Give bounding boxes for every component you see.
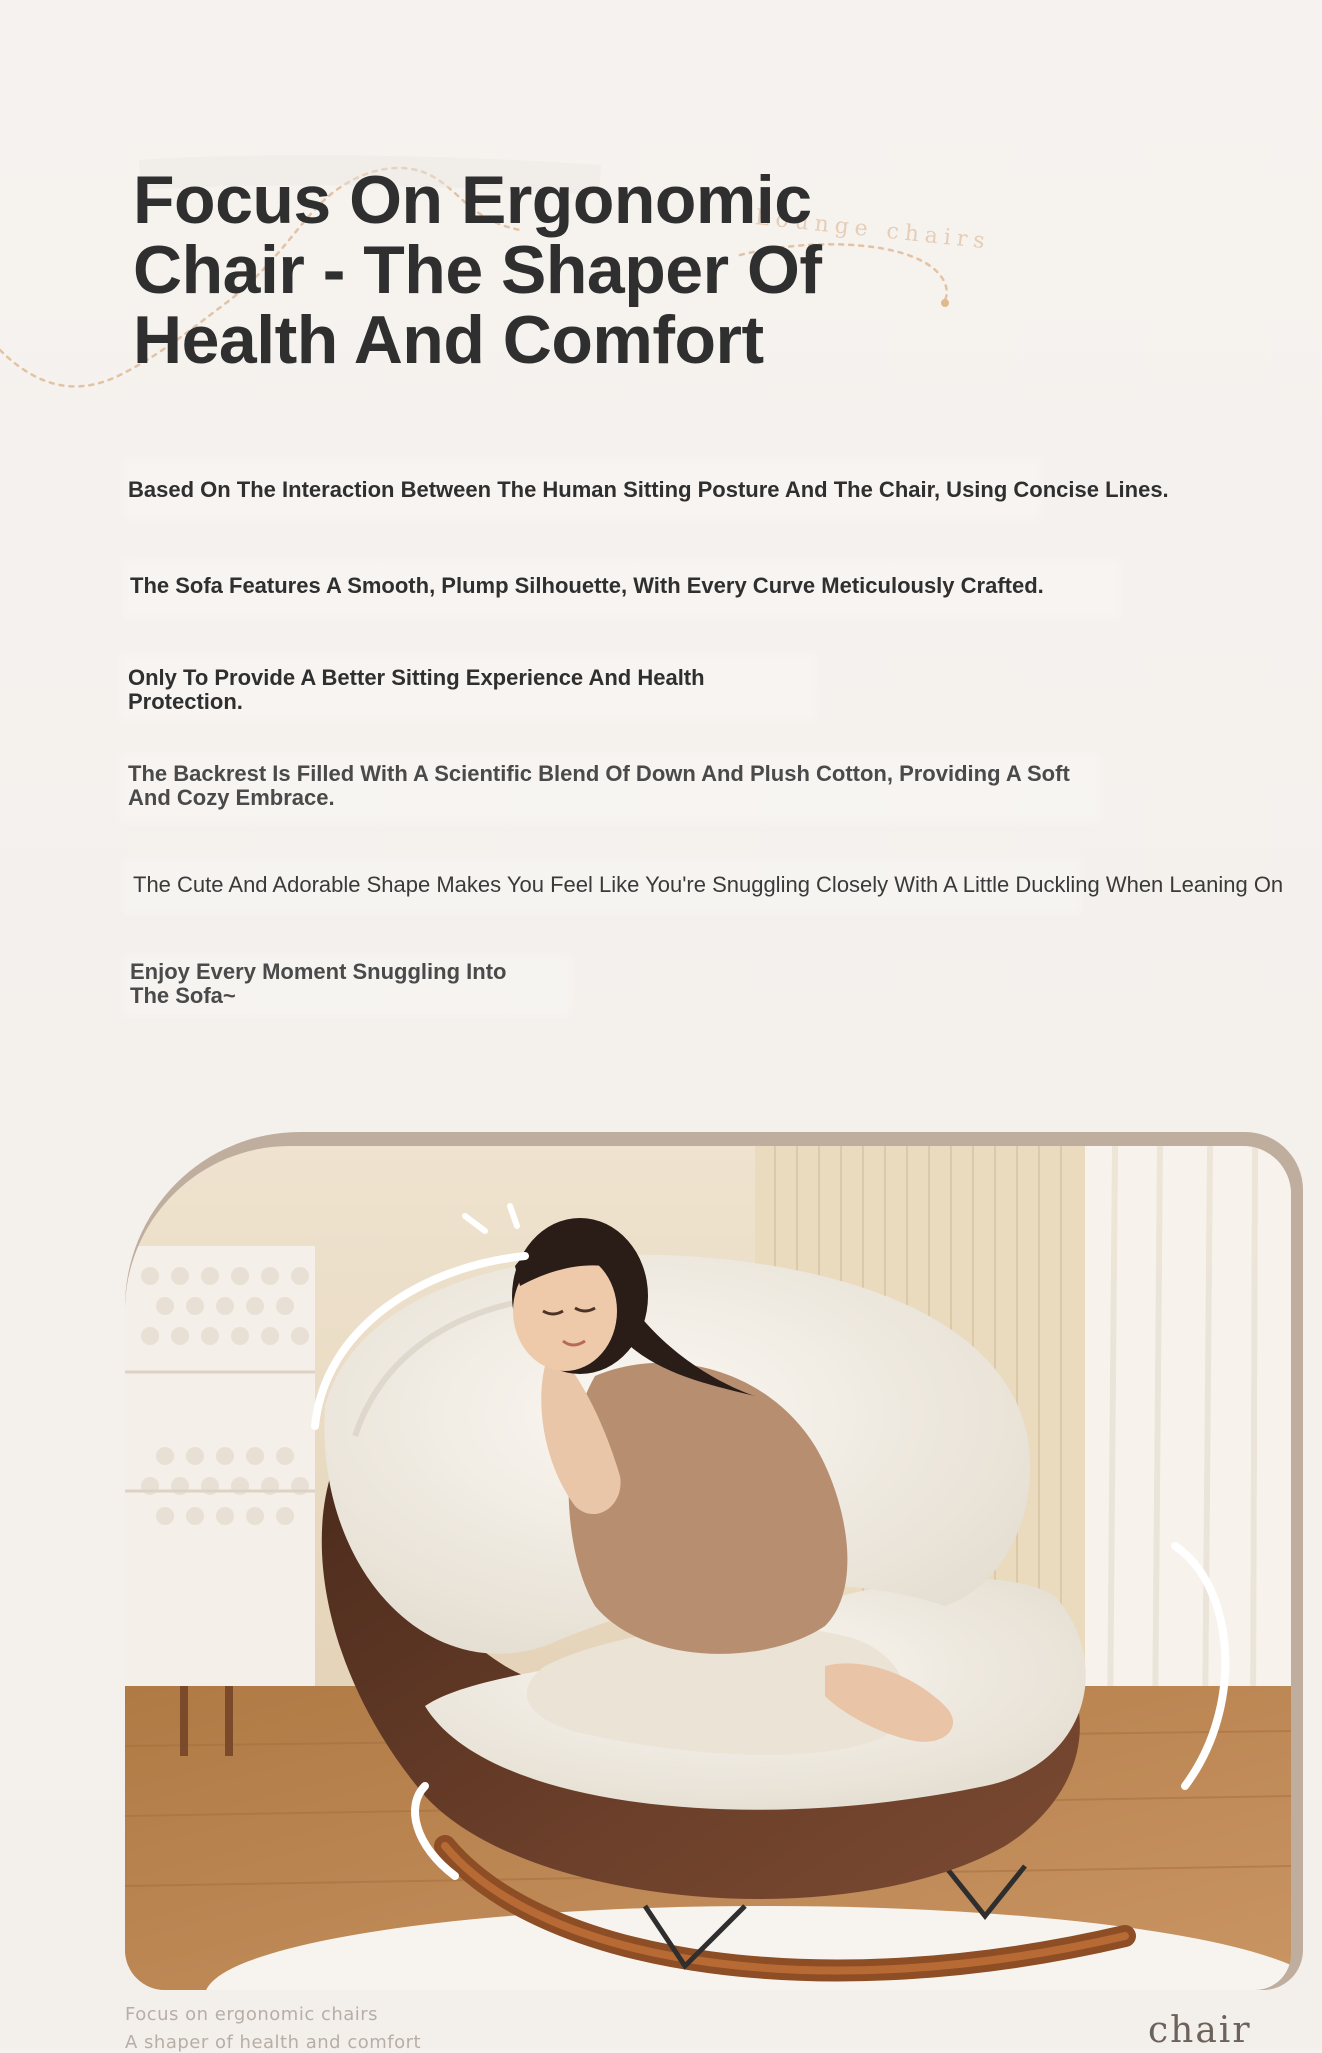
feature-text-6: Enjoy Every Moment Snuggling Into The Sofa~ bbox=[130, 959, 507, 1008]
feature-text-5: The Cute And Adorable Shape Makes You Feel Like You're Snuggling Closely With A Little Duckling When Leaning On bbox=[133, 873, 1284, 897]
feature-text-2: The Sofa Features A Smooth, Plump Silhouette, With Every Curve Meticulously Crafted. bbox=[130, 573, 1044, 598]
feature-text-1: Based On The Interaction Between The Human Sitting Posture And The Chair, Using Concise Lines. bbox=[128, 477, 1169, 502]
photo-frame bbox=[125, 1132, 1303, 1990]
caption-line-1: Focus on ergonomic chairs bbox=[125, 2004, 379, 2025]
feature-text-3: Only To Provide A Better Sitting Experience And Health Protection. bbox=[128, 665, 705, 714]
lounge-chairs-script: Lounge chairs bbox=[753, 205, 992, 255]
brand-mark: chair bbox=[1148, 2010, 1252, 2051]
photo-illustration bbox=[125, 1146, 1291, 1990]
caption-line-2: A shaper of health and comfort bbox=[125, 2032, 422, 2053]
lounge-chair-photo bbox=[125, 1146, 1291, 1990]
feature-text-4: The Backrest Is Filled With A Scientific Blend Of Down And Plush Cotton, Providing A Soft And Cozy Embrace. bbox=[128, 761, 1070, 810]
page-title: Focus On Ergonomic Chair - The Shaper Of Health And Comfort bbox=[133, 162, 822, 378]
